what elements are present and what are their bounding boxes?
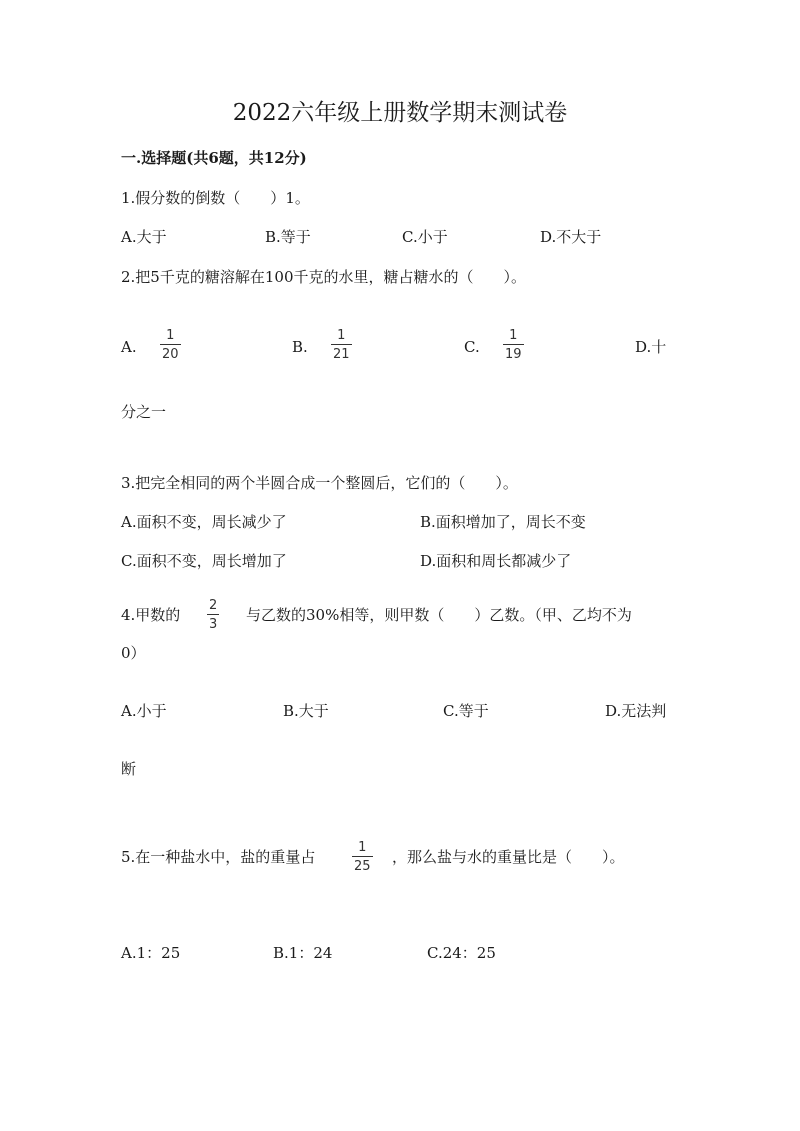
q4-option-b: B.大于: [283, 702, 329, 720]
q5-fraction: [352, 840, 373, 874]
q1-option-a: A.大于: [121, 228, 167, 246]
q3-option-b: B.面积增加了，周长不变: [420, 513, 586, 531]
q2-option-c-fraction: [503, 328, 524, 362]
q2-option-d-continuation: 分之一: [121, 403, 167, 421]
q3-option-c: C.面积不变，周长增加了: [121, 552, 287, 570]
fraction-numerator: 2: [209, 598, 218, 613]
q4-option-c: C.等于: [443, 702, 489, 720]
q1-option-d: D.不大于: [540, 228, 602, 246]
page-title: 2022六年级上册数学期末测试卷: [232, 100, 568, 126]
fraction-numerator: 1: [509, 328, 518, 343]
q1-option-c: C.小于: [402, 228, 448, 246]
q2-option-a-label: A.: [121, 338, 137, 356]
q2-option-c-label: C.: [464, 338, 480, 356]
fraction-denominator: 20: [162, 347, 179, 362]
section-header: 一.选择题(共6题，共12分): [121, 149, 307, 167]
fraction-denominator: 25: [354, 859, 371, 874]
question-3-stem: 3.把完全相同的两个半圆合成一个整圆后，它们的（ ）。: [121, 474, 518, 492]
fraction-bar: [207, 614, 219, 615]
q3-option-a: A.面积不变，周长减少了: [121, 513, 287, 531]
fraction-bar: [503, 344, 524, 345]
fraction-bar: [352, 856, 373, 857]
question-5-stem-end: ，那么盐与水的重量比是（ ）。: [392, 848, 625, 866]
q4-option-d: D.无法判: [605, 702, 667, 720]
question-4-stem-start: 4.甲数的: [121, 606, 181, 624]
q2-option-a-fraction: [160, 328, 181, 362]
q4-fraction: [207, 598, 219, 632]
fraction-denominator: 3: [209, 617, 218, 632]
q5-option-a: A.1：25: [121, 944, 181, 962]
fraction-bar: [160, 344, 181, 345]
q4-option-a: A.小于: [121, 702, 167, 720]
fraction-numerator: 1: [337, 328, 346, 343]
q2-option-d: D.十: [635, 338, 667, 356]
question-5-stem-start: 5.在一种盐水中，盐的重量占: [121, 848, 316, 866]
fraction-numerator: 1: [358, 840, 367, 855]
q1-option-b: B.等于: [265, 228, 311, 246]
q5-option-b: B.1：24: [273, 944, 333, 962]
question-4-stem-end: 与乙数的30%相等，则甲数（ ）乙数。（甲、乙均不为: [246, 606, 632, 624]
fraction-denominator: 21: [333, 347, 350, 362]
q2-option-b-label: B.: [292, 338, 308, 356]
q5-option-c: C.24：25: [427, 944, 496, 962]
q3-option-d: D.面积和周长都减少了: [420, 552, 572, 570]
q2-option-b-fraction: [331, 328, 352, 362]
question-1-stem: 1.假分数的倒数（ ）1。: [121, 189, 310, 207]
fraction-bar: [331, 344, 352, 345]
question-2-stem: 2.把5千克的糖溶解在100千克的水里，糖占糖水的（ ）。: [121, 268, 526, 286]
question-4-stem-continuation: 0）: [121, 644, 146, 662]
fraction-numerator: 1: [166, 328, 175, 343]
fraction-denominator: 19: [505, 347, 522, 362]
q4-option-d-continuation: 断: [121, 760, 137, 778]
